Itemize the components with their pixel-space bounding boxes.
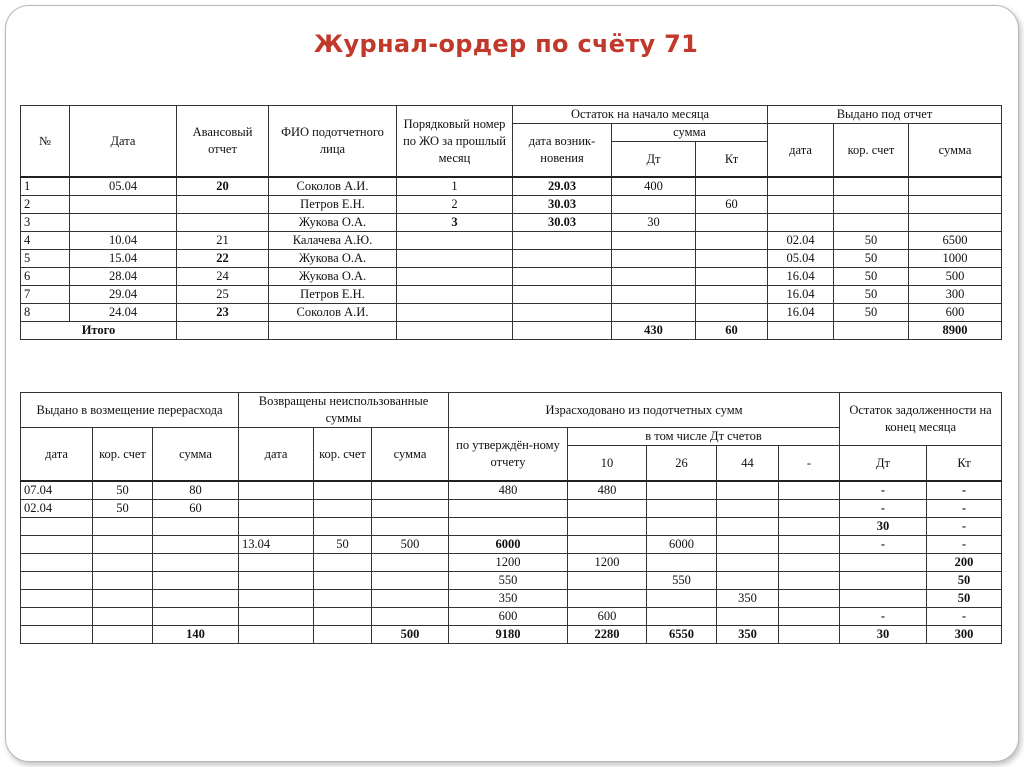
cell-acc-dash [779, 572, 840, 590]
cell-num: 8 [21, 304, 70, 322]
cell-reimb-date [21, 554, 93, 572]
cell-ret-account [314, 481, 372, 500]
total-end-dt: 30 [840, 626, 927, 644]
cell-reimb-date [21, 572, 93, 590]
cell-ret-account [314, 572, 372, 590]
cell-approved: 480 [449, 481, 568, 500]
cell-seq [397, 304, 513, 322]
total-end-kt: 300 [927, 626, 1002, 644]
header-end-kt: Кт [927, 446, 1002, 482]
cell-end-dt: - [840, 608, 927, 626]
empty-cell [768, 322, 834, 340]
cell-reimb-date: 02.04 [21, 500, 93, 518]
cell-ret-account [314, 518, 372, 536]
cell-end-dt [840, 590, 927, 608]
table-row [21, 196, 1002, 214]
cell-occurrence-date [513, 250, 612, 268]
header-reimb-date: дата [21, 428, 93, 482]
cell-ret-date: 13.04 [239, 536, 314, 554]
cell-acc-44 [717, 608, 779, 626]
header-ret-account: кор. счет [314, 428, 372, 482]
cell-dt [612, 268, 696, 286]
cell-issued-sum: 600 [909, 304, 1002, 322]
cell-reimb-sum [153, 572, 239, 590]
cell-reimb-account [93, 536, 153, 554]
cell-ret-sum [372, 554, 449, 572]
header-reimb-account: кор. счет [93, 428, 153, 482]
cell-issued-account [834, 177, 909, 196]
total-dt: 430 [612, 322, 696, 340]
cell-reimb-date [21, 608, 93, 626]
cell-issued-sum: 1000 [909, 250, 1002, 268]
cell-report [177, 196, 269, 214]
cell-occurrence-date [513, 304, 612, 322]
cell-reimb-sum [153, 590, 239, 608]
cell-acc-26: 6000 [647, 536, 717, 554]
cell-issued-sum [909, 214, 1002, 232]
total-issued-sum: 8900 [909, 322, 1002, 340]
cell-num: 1 [21, 177, 70, 196]
cell-fio: Жукова О.А. [269, 250, 397, 268]
header-sum: сумма [612, 124, 768, 142]
cell-reimb-account [93, 518, 153, 536]
header-seq-number: Порядковый номер по ЖО за прошлый месяц [397, 106, 513, 178]
cell-issued-date: 05.04 [768, 250, 834, 268]
cell-report: 24 [177, 268, 269, 286]
cell-report: 20 [177, 177, 269, 196]
cell-end-kt: 50 [927, 590, 1002, 608]
empty-cell [513, 322, 612, 340]
empty-cell [269, 322, 397, 340]
cell-acc-44 [717, 536, 779, 554]
cell-approved: 6000 [449, 536, 568, 554]
cell-date: 28.04 [70, 268, 177, 286]
cell-date [70, 214, 177, 232]
cell-report [177, 214, 269, 232]
cell-num: 4 [21, 232, 70, 250]
cell-end-kt: - [927, 608, 1002, 626]
cell-end-kt: - [927, 536, 1002, 554]
cell-reimb-account: 50 [93, 481, 153, 500]
cell-reimb-account [93, 554, 153, 572]
cell-occurrence-date [513, 286, 612, 304]
header-end-dt: Дт [840, 446, 927, 482]
cell-approved [449, 500, 568, 518]
header-acc-44: 44 [717, 446, 779, 482]
cell-acc-dash [779, 481, 840, 500]
header-returned: Возвращены неиспользованные суммы [239, 393, 449, 428]
cell-approved: 550 [449, 572, 568, 590]
cell-issued-account [834, 214, 909, 232]
cell-end-kt: 200 [927, 554, 1002, 572]
cell-reimb-date: 07.04 [21, 481, 93, 500]
empty-cell [314, 626, 372, 644]
header-num: № [21, 106, 70, 178]
cell-num: 3 [21, 214, 70, 232]
cell-acc-10: 1200 [568, 554, 647, 572]
cell-fio: Соколов А.И. [269, 304, 397, 322]
header-balance-start: Остаток на начало месяца [513, 106, 768, 124]
cell-reimb-sum [153, 518, 239, 536]
cell-reimb-account [93, 572, 153, 590]
header-incl-dt: в том числе Дт счетов [568, 428, 840, 446]
cell-fio: Соколов А.И. [269, 177, 397, 196]
cell-issued-account: 50 [834, 304, 909, 322]
cell-occurrence-date: 30.03 [513, 196, 612, 214]
header-spent: Израсходовано из подотчетных сумм [449, 393, 840, 428]
cell-issued-date [768, 196, 834, 214]
cell-reimb-sum: 80 [153, 481, 239, 500]
cell-date: 05.04 [70, 177, 177, 196]
cell-fio: Петров Е.Н. [269, 286, 397, 304]
cell-ret-account [314, 590, 372, 608]
cell-kt [696, 214, 768, 232]
table-row [21, 572, 1002, 590]
cell-ret-sum: 500 [372, 536, 449, 554]
cell-acc-10 [568, 500, 647, 518]
cell-seq [397, 286, 513, 304]
cell-approved [449, 518, 568, 536]
cell-issued-date: 16.04 [768, 304, 834, 322]
cell-ret-sum [372, 481, 449, 500]
header-fio: ФИО подотчетного лица [269, 106, 397, 178]
total-acc-26: 6550 [647, 626, 717, 644]
header-acc-dash: - [779, 446, 840, 482]
cell-acc-26: 550 [647, 572, 717, 590]
empty-cell [177, 322, 269, 340]
cell-num: 2 [21, 196, 70, 214]
table-row [21, 268, 1002, 286]
journal-table-top [20, 105, 1002, 340]
cell-end-dt [840, 554, 927, 572]
cell-date: 10.04 [70, 232, 177, 250]
cell-kt [696, 250, 768, 268]
cell-ret-date [239, 590, 314, 608]
cell-num: 5 [21, 250, 70, 268]
cell-reimb-date [21, 536, 93, 554]
cell-seq: 2 [397, 196, 513, 214]
cell-fio: Петров Е.Н. [269, 196, 397, 214]
header-dt: Дт [612, 142, 696, 178]
header-ret-date: дата [239, 428, 314, 482]
cell-reimb-sum: 60 [153, 500, 239, 518]
cell-acc-26 [647, 500, 717, 518]
cell-ret-sum [372, 590, 449, 608]
total-reimb-sum: 140 [153, 626, 239, 644]
cell-ret-date [239, 572, 314, 590]
cell-acc-dash [779, 536, 840, 554]
cell-acc-26 [647, 554, 717, 572]
cell-acc-26 [647, 481, 717, 500]
empty-cell [239, 626, 314, 644]
cell-issued-date [768, 177, 834, 196]
cell-acc-dash [779, 518, 840, 536]
cell-report: 25 [177, 286, 269, 304]
cell-occurrence-date: 29.03 [513, 177, 612, 196]
empty-cell [93, 626, 153, 644]
cell-approved: 600 [449, 608, 568, 626]
cell-kt [696, 232, 768, 250]
cell-end-dt: - [840, 481, 927, 500]
cell-ret-sum [372, 608, 449, 626]
header-occurrence-date: дата возник-новения [513, 124, 612, 178]
cell-dt [612, 304, 696, 322]
cell-kt: 60 [696, 196, 768, 214]
cell-acc-dash [779, 590, 840, 608]
total-label: Итого [21, 322, 177, 340]
cell-issued-sum: 6500 [909, 232, 1002, 250]
cell-ret-sum [372, 572, 449, 590]
cell-acc-44 [717, 500, 779, 518]
cell-issued-date: 02.04 [768, 232, 834, 250]
cell-end-kt: 50 [927, 572, 1002, 590]
total-row [21, 322, 1002, 340]
cell-ret-date [239, 481, 314, 500]
cell-dt [612, 250, 696, 268]
table-row [21, 232, 1002, 250]
cell-dt [612, 196, 696, 214]
cell-ret-date [239, 608, 314, 626]
cell-issued-sum: 300 [909, 286, 1002, 304]
cell-issued-account [834, 196, 909, 214]
cell-end-kt: - [927, 481, 1002, 500]
cell-acc-44: 350 [717, 590, 779, 608]
cell-occurrence-date: 30.03 [513, 214, 612, 232]
cell-kt [696, 286, 768, 304]
cell-reimb-date [21, 518, 93, 536]
table-row [21, 500, 1002, 518]
total-ret-sum: 500 [372, 626, 449, 644]
cell-ret-date [239, 518, 314, 536]
cell-report: 21 [177, 232, 269, 250]
cell-fio: Жукова О.А. [269, 214, 397, 232]
cell-ret-account [314, 608, 372, 626]
cell-ret-account: 50 [314, 536, 372, 554]
table-row [21, 177, 1002, 196]
header-balance-end: Остаток задолженности на конец месяца [840, 393, 1002, 446]
header-approved: по утверждён-ному отчету [449, 428, 568, 482]
cell-dt: 400 [612, 177, 696, 196]
cell-ret-sum [372, 518, 449, 536]
cell-occurrence-date [513, 232, 612, 250]
cell-acc-44 [717, 554, 779, 572]
cell-acc-dash [779, 500, 840, 518]
cell-approved: 350 [449, 590, 568, 608]
journal-table-bottom [20, 392, 1002, 644]
cell-acc-10: 480 [568, 481, 647, 500]
header-issued-account: кор. счет [834, 124, 909, 178]
cell-acc-44 [717, 572, 779, 590]
header-reimbursed: Выдано в возмещение перерасхода [21, 393, 239, 428]
cell-kt [696, 177, 768, 196]
cell-acc-44 [717, 518, 779, 536]
cell-approved: 1200 [449, 554, 568, 572]
cell-issued-date: 16.04 [768, 286, 834, 304]
cell-date [70, 196, 177, 214]
header-acc-26: 26 [647, 446, 717, 482]
cell-ret-date [239, 500, 314, 518]
header-advance-report: Авансовый отчет [177, 106, 269, 178]
total-acc-10: 2280 [568, 626, 647, 644]
cell-reimb-sum [153, 554, 239, 572]
total-approved: 9180 [449, 626, 568, 644]
header-ret-sum: сумма [372, 428, 449, 482]
cell-report: 22 [177, 250, 269, 268]
table-row [21, 481, 1002, 500]
cell-acc-26 [647, 608, 717, 626]
table-row [21, 286, 1002, 304]
cell-ret-account [314, 500, 372, 518]
cell-seq: 1 [397, 177, 513, 196]
cell-seq [397, 232, 513, 250]
cell-reimb-account: 50 [93, 500, 153, 518]
cell-acc-44 [717, 481, 779, 500]
cell-issued-date [768, 214, 834, 232]
cell-fio: Калачева А.Ю. [269, 232, 397, 250]
cell-reimb-account [93, 608, 153, 626]
cell-end-dt: - [840, 500, 927, 518]
cell-num: 6 [21, 268, 70, 286]
table-row [21, 536, 1002, 554]
cell-issued-account: 50 [834, 268, 909, 286]
cell-issued-sum [909, 196, 1002, 214]
header-issued-sum: сумма [909, 124, 1002, 178]
cell-reimb-sum [153, 536, 239, 554]
cell-seq: 3 [397, 214, 513, 232]
empty-cell [779, 626, 840, 644]
cell-ret-sum [372, 500, 449, 518]
cell-end-dt: 30 [840, 518, 927, 536]
table-row [21, 590, 1002, 608]
total-row [21, 626, 1002, 644]
cell-num: 7 [21, 286, 70, 304]
table-row [21, 554, 1002, 572]
cell-reimb-sum [153, 608, 239, 626]
cell-issued-account: 50 [834, 232, 909, 250]
cell-issued-sum [909, 177, 1002, 196]
cell-acc-10 [568, 590, 647, 608]
cell-report: 23 [177, 304, 269, 322]
cell-end-kt: - [927, 500, 1002, 518]
total-kt: 60 [696, 322, 768, 340]
cell-acc-dash [779, 554, 840, 572]
cell-issued-account: 50 [834, 286, 909, 304]
cell-acc-dash [779, 608, 840, 626]
cell-reimb-date [21, 590, 93, 608]
cell-end-dt: - [840, 536, 927, 554]
header-acc-10: 10 [568, 446, 647, 482]
cell-end-dt [840, 572, 927, 590]
cell-occurrence-date [513, 268, 612, 286]
page-title: Журнал-ордер по счёту 71 [313, 30, 699, 58]
cell-acc-10 [568, 536, 647, 554]
cell-acc-10 [568, 518, 647, 536]
table-row [21, 518, 1002, 536]
table-row [21, 250, 1002, 268]
total-acc-44: 350 [717, 626, 779, 644]
header-date: Дата [70, 106, 177, 178]
empty-cell [834, 322, 909, 340]
cell-seq [397, 268, 513, 286]
cell-issued-date: 16.04 [768, 268, 834, 286]
header-reimb-sum: сумма [153, 428, 239, 482]
cell-acc-10 [568, 572, 647, 590]
cell-ret-account [314, 554, 372, 572]
cell-dt: 30 [612, 214, 696, 232]
cell-seq [397, 250, 513, 268]
cell-kt [696, 304, 768, 322]
cell-date: 15.04 [70, 250, 177, 268]
cell-kt [696, 268, 768, 286]
cell-ret-date [239, 554, 314, 572]
empty-cell [397, 322, 513, 340]
header-issued: Выдано под отчет [768, 106, 1002, 124]
cell-dt [612, 286, 696, 304]
empty-cell [21, 626, 93, 644]
header-kt: Кт [696, 142, 768, 178]
cell-reimb-account [93, 590, 153, 608]
cell-issued-account: 50 [834, 250, 909, 268]
table-row [21, 608, 1002, 626]
table-row [21, 214, 1002, 232]
cell-date: 29.04 [70, 286, 177, 304]
cell-end-kt: - [927, 518, 1002, 536]
header-issued-date: дата [768, 124, 834, 178]
cell-issued-sum: 500 [909, 268, 1002, 286]
cell-acc-10: 600 [568, 608, 647, 626]
cell-fio: Жукова О.А. [269, 268, 397, 286]
cell-dt [612, 232, 696, 250]
table-row [21, 304, 1002, 322]
cell-date: 24.04 [70, 304, 177, 322]
cell-acc-26 [647, 590, 717, 608]
cell-acc-26 [647, 518, 717, 536]
